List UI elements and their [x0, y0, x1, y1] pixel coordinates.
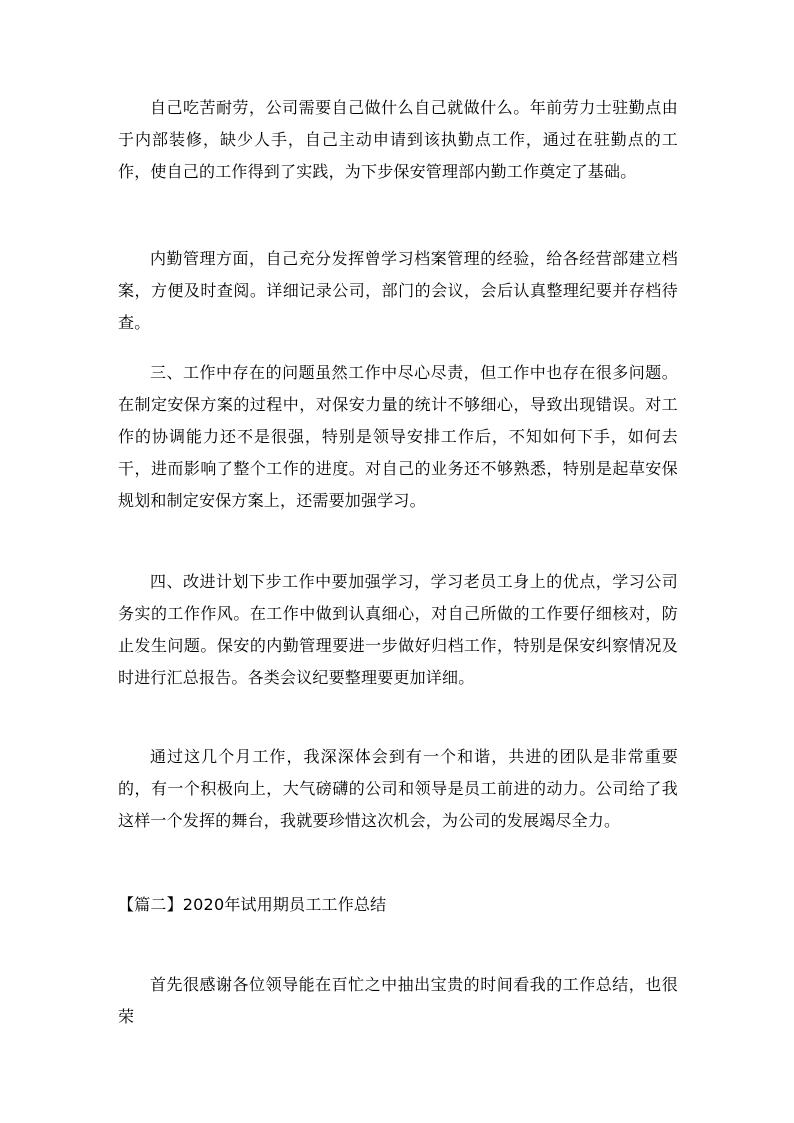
section-heading: 【篇二】2020年试用期员工工作总结 — [118, 895, 387, 914]
paragraph-part-two-opening: 首先很感谢各位领导能在百忙之中抽出宝贵的时间看我的工作总结，也很荣 — [118, 975, 678, 1026]
paragraph-office-management: 内勤管理方面，自己充分发挥曾学习档案管理的经验，给各经营部建立档案，方便及时查阅。详细记录公司，部门的会议，会后认真整理纪要并存档待查。 — [118, 249, 678, 332]
paragraph-improvement-plan: 四、改进计划下步工作中要加强学习，学习老员工身上的优点，学习公司务实的工作作风。在工作中做到认真细心，对自己所做的工作要仔细核对，防止发生问题。保安的内勤管理要进一步做好归档工作，特别是保安纠察情况及时进行汇总报告。各类会议纪要整理要更加详细。 — [118, 572, 678, 687]
paragraph-work-attitude: 自己吃苦耐劳，公司需要自己做什么自己就做什么。年前劳力士驻勤点由于内部装修，缺少人手，自己主动申请到该执勤点工作，通过在驻勤点的工作，使自己的工作得到了实践，为下步保安管理部内勤工作奠定了基础。 — [118, 98, 678, 181]
paragraph-conclusion: 通过这几个月工作，我深深体会到有一个和谐，共进的团队是非常重要的，有一个积极向上，大气磅礴的公司和领导是员工前进的动力。公司给了我这样一个发挥的舞台，我就要珍惜这次机会，为公司的发展竭尽全力。 — [118, 747, 678, 830]
paragraph-existing-problems: 三、工作中存在的问题虽然工作中尽心尽责，但工作中也存在很多问题。在制定安保方案的过程中，对保安力量的统计不够细心，导致出现错误。对工作的协调能力还不是很强，特别是领导安排工作后，不知如何下手，如何去干，进而影响了整个工作的进度。对自己的业务还不够熟悉，特别是起草安保规划和制定安保方案上，还需要加强学习。 — [118, 363, 678, 510]
